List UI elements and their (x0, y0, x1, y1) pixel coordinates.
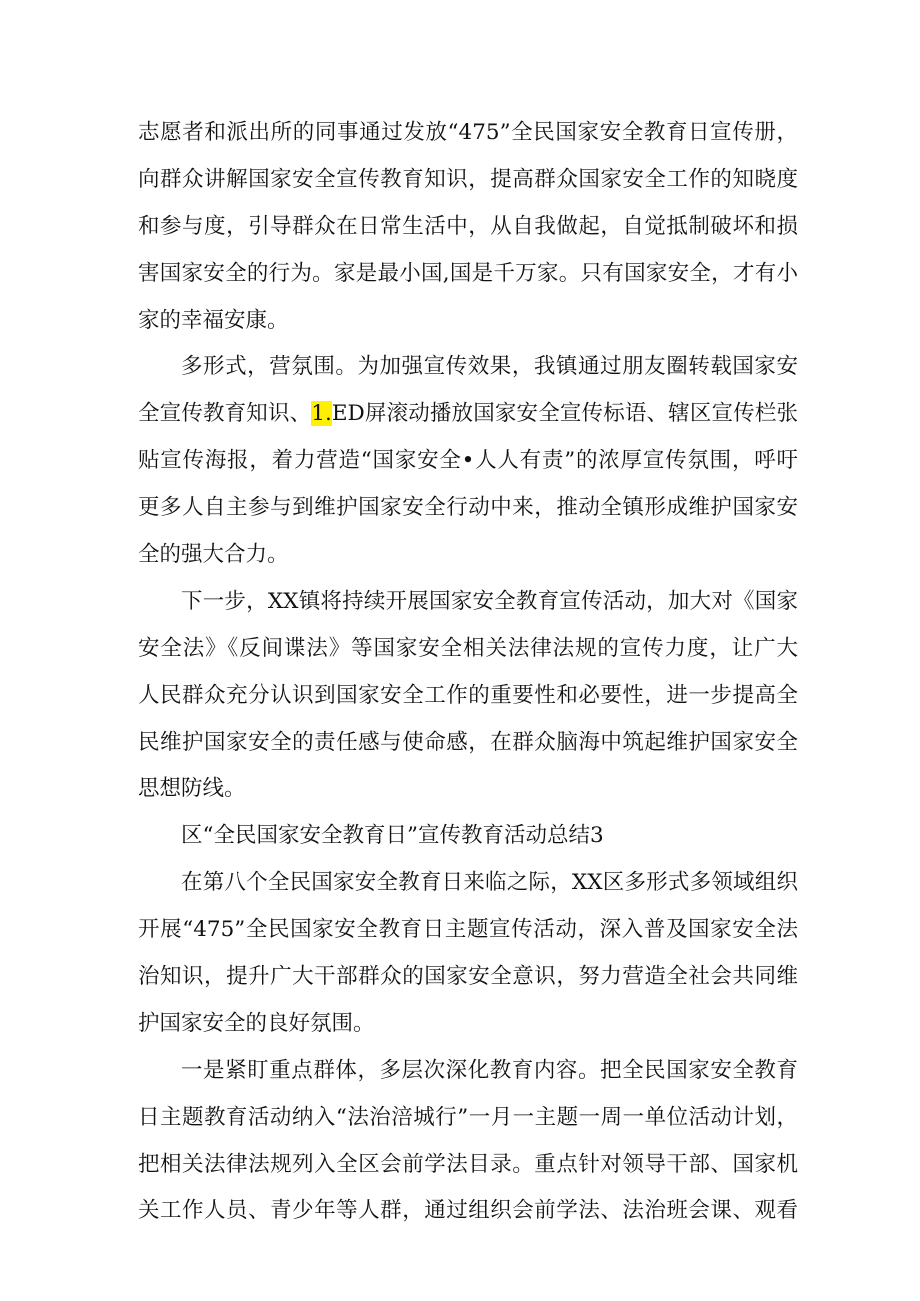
section-heading (138, 813, 798, 860)
highlighted-text: 1. (311, 401, 332, 427)
text-segment: 全宣传教育知识、 (138, 401, 312, 427)
paragraph-3 (138, 579, 798, 813)
paragraph-5 (138, 860, 798, 1048)
text-line: 害国家安全的行为。家是最小国,国是千万家。只有国家安全，才有小 (138, 260, 798, 286)
text-line: 思想防线。 (138, 776, 246, 802)
text-line: 向群众讲解国家安全宣传教育知识，提高群众国家安全工作的知晓度 (138, 166, 798, 192)
text-line: 把相关法律法规列入全区会前学法目录。重点针对领导干部、国家机 (138, 1151, 798, 1177)
text-line: 护国家安全的良好氛围。 (138, 1010, 375, 1036)
text-line: 关工作人员、青少年等人群，通过组织会前学法、法治班会课、观看 (138, 1198, 798, 1224)
text-line: 人民群众充分认识到国家安全工作的重要性和必要性，进一步提高全 (138, 682, 798, 708)
text-segment: ED屏滚动播放国家安全宣传标语、辖区宣传栏张 (331, 401, 798, 427)
text-line: 志愿者和派出所的同事通过发放“475”全民国家安全教育日宣传册， (138, 120, 798, 145)
text-line: 开展“475”全民国家安全教育日主题宣传活动，深入普及国家安全法 (138, 917, 798, 943)
paragraph-2 (138, 344, 798, 578)
text-line: 日主题教育活动纳入“法治涪城行”一月一主题一周一单位活动计划， (138, 1104, 798, 1130)
text-line: 民维护国家安全的责任感与使命感，在群众脑海中筑起维护国家安全 (138, 729, 798, 755)
text-line: 下一步，XX镇将持续开展国家安全教育宣传活动，加大对《国家 (181, 588, 798, 614)
document-body (138, 110, 798, 1235)
text-line: 多形式，营氛围。为加强宣传效果，我镇通过朋友圈转载国家安 (181, 354, 798, 380)
paragraph-6 (138, 1048, 798, 1236)
heading-line: 区“全民国家安全教育日”宣传教育活动总结3 (181, 823, 604, 849)
paragraph-1 (138, 110, 798, 344)
text-line: 和参与度，引导群众在日常生活中，从自我做起，自觉抵制破坏和损 (138, 213, 798, 239)
text-line: 在第八个全民国家安全教育日来临之际，XX区多形式多领域组织 (181, 870, 798, 896)
text-line: 家的幸福安康。 (138, 307, 289, 333)
text-line: 一是紧盯重点群体，多层次深化教育内容。把全民国家安全教育 (181, 1057, 798, 1083)
text-line: 安全法》《反间谍法》等国家安全相关法律法规的宣传力度，让广大 (138, 635, 798, 661)
text-line: 治知识，提升广大干部群众的国家安全意识，努力营造全社会共同维 (138, 964, 798, 990)
text-line: 更多人自主参与到维护国家安全行动中来，推动全镇形成维护国家安 (138, 495, 798, 521)
text-line-with-highlight (138, 391, 798, 438)
text-line: 全的强大合力。 (138, 542, 289, 568)
text-line: 贴宣传海报，着力营造“国家安全•人人有责”的浓厚宣传氛围，呼吁 (138, 448, 798, 474)
